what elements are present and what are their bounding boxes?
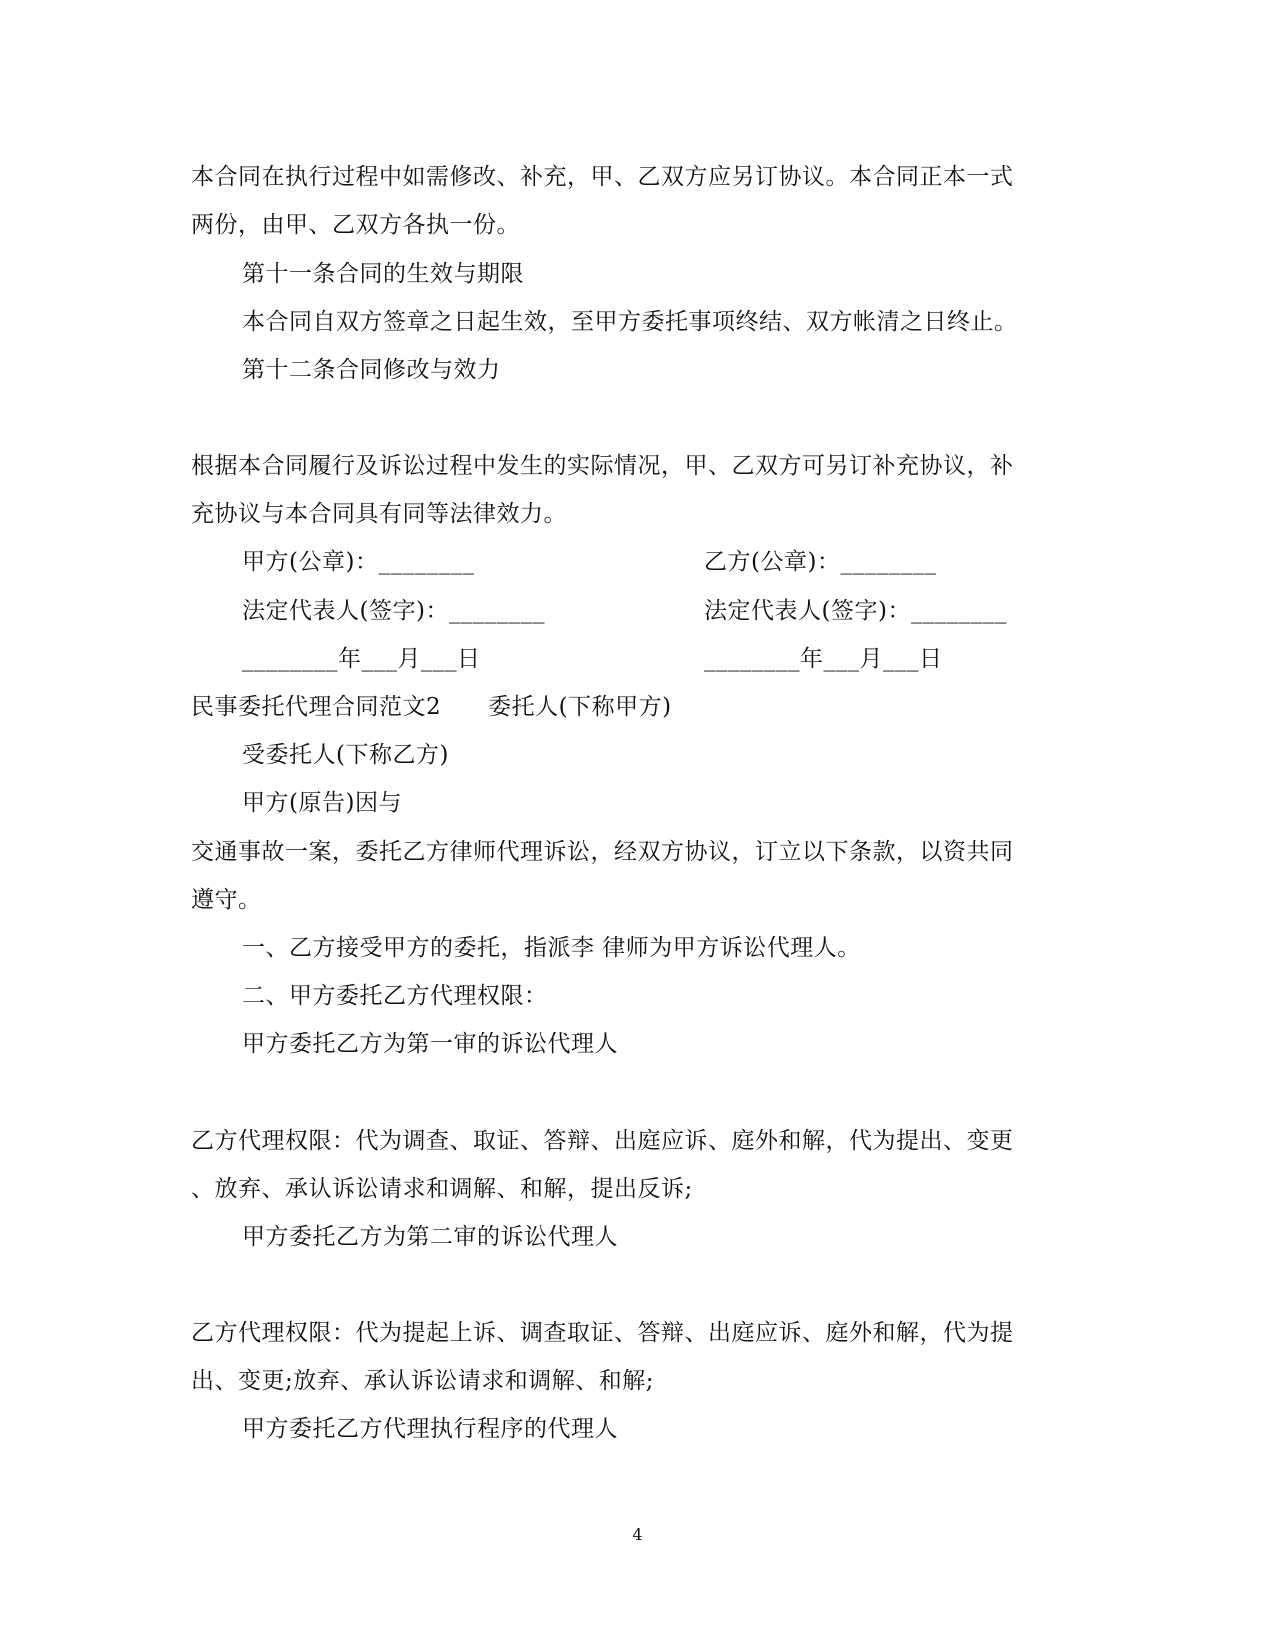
section-title: 民事委托代理合同范文2 委托人(下称甲方) (191, 694, 672, 720)
party-a-date: ________年___月___日 (242, 646, 481, 672)
body-line: 遵守。 (191, 887, 262, 913)
body-line: 受委托人(下称乙方) (242, 742, 449, 768)
article-heading: 第十二条合同修改与效力 (242, 357, 501, 383)
clause-line: 一、乙方接受甲方的委托，指派李 律师为甲方诉讼代理人。 (242, 935, 861, 961)
body-line: 根据本合同履行及诉讼过程中发生的实际情况，甲、乙双方可另订补充协议，补 (191, 453, 1014, 479)
body-line: 甲方委托乙方为第二审的诉讼代理人 (242, 1224, 618, 1250)
body-line: 本合同自双方签章之日起生效，至甲方委托事项终结、双方帐清之日终止。 (242, 309, 1018, 335)
body-line: 出、变更;放弃、承认诉讼请求和调解、和解; (191, 1368, 654, 1394)
body-line: 甲方委托乙方为第一审的诉讼代理人 (242, 1031, 618, 1057)
article-heading: 第十一条合同的生效与期限 (242, 261, 524, 287)
party-a-representative: 法定代表人(签字)：________ (242, 598, 545, 624)
body-line: 本合同在执行过程中如需修改、补充，甲、乙双方应另订协议。本合同正本一式 (191, 164, 1014, 190)
body-line: 甲方(原告)因与 (242, 790, 402, 816)
party-b-seal: 乙方(公章)：________ (704, 549, 937, 575)
party-a-seal: 甲方(公章)：________ (242, 549, 475, 575)
body-line: 乙方代理权限：代为调查、取证、答辩、出庭应诉、庭外和解，代为提出、变更 (191, 1128, 1014, 1154)
body-line: 交通事故一案，委托乙方律师代理诉讼，经双方协议，订立以下条款，以资共同 (191, 839, 1014, 865)
body-line: 乙方代理权限：代为提起上诉、调查取证、答辩、出庭应诉、庭外和解，代为提 (191, 1320, 1014, 1346)
body-line: 充协议与本合同具有同等法律效力。 (191, 501, 567, 527)
party-b-representative: 法定代表人(签字)：________ (704, 598, 1007, 624)
clause-line: 二、甲方委托乙方代理权限： (242, 983, 548, 1009)
party-b-date: ________年___月___日 (704, 646, 943, 672)
body-line: 两份，由甲、乙双方各执一份。 (191, 212, 520, 238)
page-number: 4 (632, 1525, 643, 1544)
body-line: 、放弃、承认诉讼请求和调解、和解，提出反诉; (191, 1176, 693, 1202)
body-line: 甲方委托乙方代理执行程序的代理人 (242, 1416, 618, 1442)
